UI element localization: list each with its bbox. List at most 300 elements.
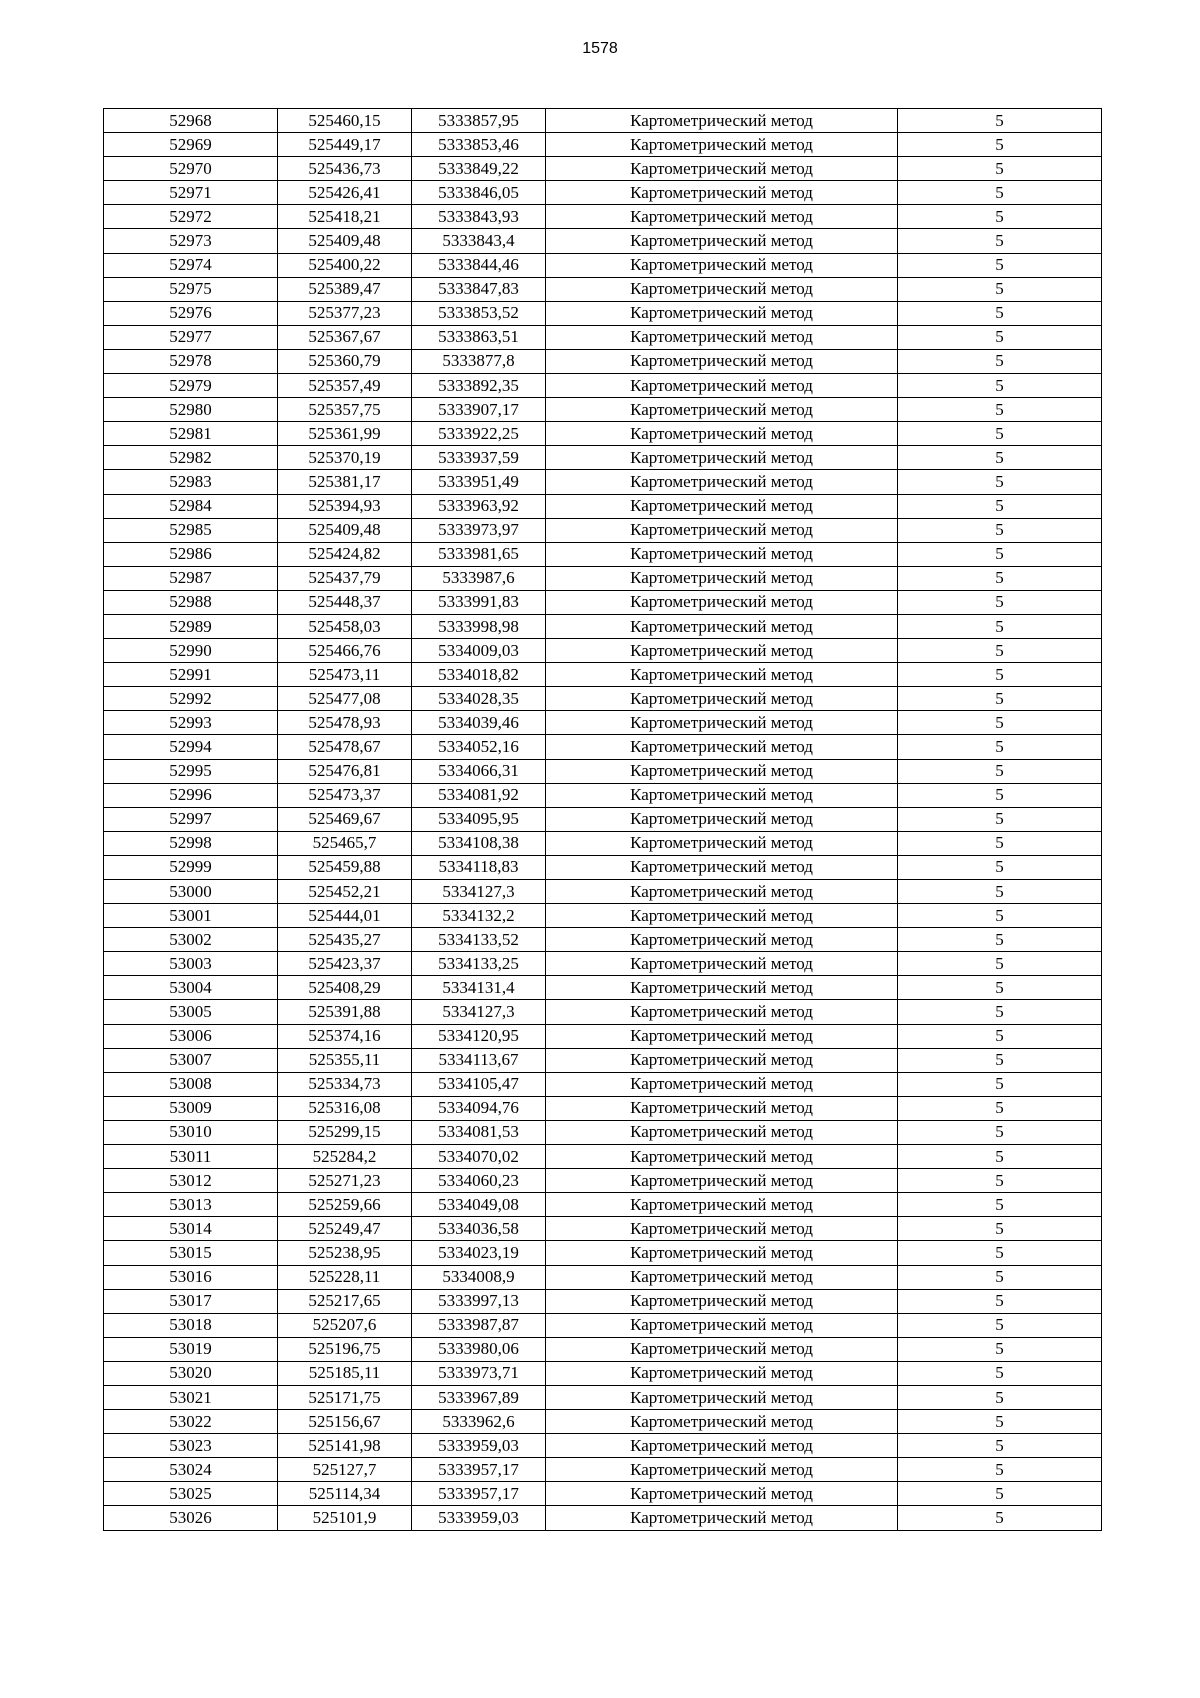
accuracy-cell: 5 [898, 181, 1102, 205]
accuracy-cell: 5 [898, 1096, 1102, 1120]
accuracy-cell: 5 [898, 1193, 1102, 1217]
accuracy-cell: 5 [898, 1361, 1102, 1385]
y-coordinate-cell: 5333957,17 [412, 1458, 546, 1482]
x-coordinate-cell: 525477,08 [278, 687, 412, 711]
accuracy-cell: 5 [898, 566, 1102, 590]
y-coordinate-cell: 5333843,4 [412, 229, 546, 253]
accuracy-cell: 5 [898, 904, 1102, 928]
accuracy-cell: 5 [898, 759, 1102, 783]
table-row [104, 880, 1102, 904]
accuracy-cell: 5 [898, 952, 1102, 976]
point-number-cell: 53019 [104, 1337, 278, 1361]
accuracy-cell: 5 [898, 1024, 1102, 1048]
accuracy-cell: 5 [898, 301, 1102, 325]
point-number-cell: 52974 [104, 253, 278, 277]
x-coordinate-cell: 525409,48 [278, 518, 412, 542]
y-coordinate-cell: 5334036,58 [412, 1217, 546, 1241]
x-coordinate-cell: 525460,15 [278, 109, 412, 133]
method-cell: Картометрический метод [546, 1458, 898, 1482]
point-number-cell: 53002 [104, 928, 278, 952]
method-cell: Картометрический метод [546, 1096, 898, 1120]
point-number-cell: 52990 [104, 639, 278, 663]
point-number-cell: 52972 [104, 205, 278, 229]
point-number-cell: 53016 [104, 1265, 278, 1289]
method-cell: Картометрический метод [546, 157, 898, 181]
table-row [104, 1217, 1102, 1241]
method-cell: Картометрический метод [546, 1169, 898, 1193]
method-cell: Картометрический метод [546, 663, 898, 687]
table-row [104, 301, 1102, 325]
table-row [104, 1096, 1102, 1120]
method-cell: Картометрический метод [546, 205, 898, 229]
y-coordinate-cell: 5333853,52 [412, 301, 546, 325]
x-coordinate-cell: 525171,75 [278, 1385, 412, 1409]
x-coordinate-cell: 525436,73 [278, 157, 412, 181]
x-coordinate-cell: 525444,01 [278, 904, 412, 928]
y-coordinate-cell: 5334131,4 [412, 976, 546, 1000]
table-row [104, 1434, 1102, 1458]
point-number-cell: 52991 [104, 663, 278, 687]
y-coordinate-cell: 5333991,83 [412, 590, 546, 614]
y-coordinate-cell: 5334018,82 [412, 663, 546, 687]
accuracy-cell: 5 [898, 1410, 1102, 1434]
y-coordinate-cell: 5334028,35 [412, 687, 546, 711]
y-coordinate-cell: 5334009,03 [412, 639, 546, 663]
x-coordinate-cell: 525381,17 [278, 470, 412, 494]
y-coordinate-cell: 5333844,46 [412, 253, 546, 277]
y-coordinate-cell: 5333951,49 [412, 470, 546, 494]
x-coordinate-cell: 525418,21 [278, 205, 412, 229]
y-coordinate-cell: 5333849,22 [412, 157, 546, 181]
y-coordinate-cell: 5333997,13 [412, 1289, 546, 1313]
accuracy-cell: 5 [898, 1265, 1102, 1289]
point-number-cell: 53004 [104, 976, 278, 1000]
method-cell: Картометрический метод [546, 952, 898, 976]
y-coordinate-cell: 5333973,71 [412, 1361, 546, 1385]
point-number-cell: 52986 [104, 542, 278, 566]
x-coordinate-cell: 525469,67 [278, 807, 412, 831]
x-coordinate-cell: 525449,17 [278, 133, 412, 157]
y-coordinate-cell: 5334127,3 [412, 880, 546, 904]
point-number-cell: 53010 [104, 1120, 278, 1144]
y-coordinate-cell: 5333973,97 [412, 518, 546, 542]
table-row [104, 904, 1102, 928]
method-cell: Картометрический метод [546, 542, 898, 566]
method-cell: Картометрический метод [546, 566, 898, 590]
table-row [104, 1000, 1102, 1024]
y-coordinate-cell: 5334133,25 [412, 952, 546, 976]
point-number-cell: 52996 [104, 783, 278, 807]
y-coordinate-cell: 5333959,03 [412, 1434, 546, 1458]
accuracy-cell: 5 [898, 1458, 1102, 1482]
y-coordinate-cell: 5334108,38 [412, 831, 546, 855]
table-row [104, 157, 1102, 181]
x-coordinate-cell: 525478,67 [278, 735, 412, 759]
point-number-cell: 52983 [104, 470, 278, 494]
method-cell: Картометрический метод [546, 446, 898, 470]
table-row [104, 614, 1102, 638]
y-coordinate-cell: 5334070,02 [412, 1145, 546, 1169]
x-coordinate-cell: 525185,11 [278, 1361, 412, 1385]
table-row [104, 1506, 1102, 1530]
method-cell: Картометрический метод [546, 277, 898, 301]
x-coordinate-cell: 525284,2 [278, 1145, 412, 1169]
point-number-cell: 52987 [104, 566, 278, 590]
y-coordinate-cell: 5333987,87 [412, 1313, 546, 1337]
x-coordinate-cell: 525394,93 [278, 494, 412, 518]
table-body [104, 109, 1102, 1531]
y-coordinate-cell: 5333877,8 [412, 349, 546, 373]
table-row [104, 1337, 1102, 1361]
method-cell: Картометрический метод [546, 1145, 898, 1169]
accuracy-cell: 5 [898, 1241, 1102, 1265]
y-coordinate-cell: 5334049,08 [412, 1193, 546, 1217]
method-cell: Картометрический метод [546, 1482, 898, 1506]
y-coordinate-cell: 5333981,65 [412, 542, 546, 566]
table-row [104, 711, 1102, 735]
point-number-cell: 53009 [104, 1096, 278, 1120]
x-coordinate-cell: 525389,47 [278, 277, 412, 301]
accuracy-cell: 5 [898, 1000, 1102, 1024]
y-coordinate-cell: 5334081,53 [412, 1120, 546, 1144]
point-number-cell: 52971 [104, 181, 278, 205]
y-coordinate-cell: 5333962,6 [412, 1410, 546, 1434]
y-coordinate-cell: 5334118,83 [412, 855, 546, 879]
table-row [104, 1265, 1102, 1289]
accuracy-cell: 5 [898, 1217, 1102, 1241]
table-row [104, 1072, 1102, 1096]
x-coordinate-cell: 525374,16 [278, 1024, 412, 1048]
point-number-cell: 53022 [104, 1410, 278, 1434]
table-row [104, 735, 1102, 759]
y-coordinate-cell: 5334127,3 [412, 1000, 546, 1024]
table-row [104, 1024, 1102, 1048]
x-coordinate-cell: 525426,41 [278, 181, 412, 205]
y-coordinate-cell: 5334008,9 [412, 1265, 546, 1289]
method-cell: Картометрический метод [546, 133, 898, 157]
x-coordinate-cell: 525156,67 [278, 1410, 412, 1434]
point-number-cell: 52976 [104, 301, 278, 325]
table-row [104, 1120, 1102, 1144]
accuracy-cell: 5 [898, 229, 1102, 253]
method-cell: Картометрический метод [546, 1434, 898, 1458]
method-cell: Картометрический метод [546, 1289, 898, 1313]
x-coordinate-cell: 525437,79 [278, 566, 412, 590]
y-coordinate-cell: 5334081,92 [412, 783, 546, 807]
method-cell: Картометрический метод [546, 229, 898, 253]
table-row [104, 229, 1102, 253]
x-coordinate-cell: 525360,79 [278, 349, 412, 373]
table-row [104, 1410, 1102, 1434]
x-coordinate-cell: 525408,29 [278, 976, 412, 1000]
method-cell: Картометрический метод [546, 928, 898, 952]
x-coordinate-cell: 525334,73 [278, 1072, 412, 1096]
x-coordinate-cell: 525259,66 [278, 1193, 412, 1217]
table-row [104, 205, 1102, 229]
y-coordinate-cell: 5334133,52 [412, 928, 546, 952]
method-cell: Картометрический метод [546, 1337, 898, 1361]
accuracy-cell: 5 [898, 976, 1102, 1000]
method-cell: Картометрический метод [546, 1000, 898, 1024]
accuracy-cell: 5 [898, 711, 1102, 735]
accuracy-cell: 5 [898, 374, 1102, 398]
point-number-cell: 52985 [104, 518, 278, 542]
table-row [104, 1458, 1102, 1482]
x-coordinate-cell: 525228,11 [278, 1265, 412, 1289]
accuracy-cell: 5 [898, 470, 1102, 494]
point-number-cell: 52995 [104, 759, 278, 783]
point-number-cell: 52975 [104, 277, 278, 301]
x-coordinate-cell: 525476,81 [278, 759, 412, 783]
point-number-cell: 52977 [104, 325, 278, 349]
point-number-cell: 53023 [104, 1434, 278, 1458]
y-coordinate-cell: 5333967,89 [412, 1385, 546, 1409]
x-coordinate-cell: 525101,9 [278, 1506, 412, 1530]
x-coordinate-cell: 525448,37 [278, 590, 412, 614]
table-row [104, 349, 1102, 373]
accuracy-cell: 5 [898, 1482, 1102, 1506]
point-number-cell: 53025 [104, 1482, 278, 1506]
method-cell: Картометрический метод [546, 398, 898, 422]
accuracy-cell: 5 [898, 349, 1102, 373]
method-cell: Картометрический метод [546, 109, 898, 133]
point-number-cell: 53012 [104, 1169, 278, 1193]
point-number-cell: 53007 [104, 1048, 278, 1072]
x-coordinate-cell: 525459,88 [278, 855, 412, 879]
table-row [104, 639, 1102, 663]
point-number-cell: 52969 [104, 133, 278, 157]
x-coordinate-cell: 525466,76 [278, 639, 412, 663]
y-coordinate-cell: 5334066,31 [412, 759, 546, 783]
point-number-cell: 53011 [104, 1145, 278, 1169]
table-row [104, 1385, 1102, 1409]
x-coordinate-cell: 525473,37 [278, 783, 412, 807]
y-coordinate-cell: 5333959,03 [412, 1506, 546, 1530]
table-row [104, 1241, 1102, 1265]
y-coordinate-cell: 5333957,17 [412, 1482, 546, 1506]
accuracy-cell: 5 [898, 542, 1102, 566]
method-cell: Картометрический метод [546, 711, 898, 735]
point-number-cell: 53026 [104, 1506, 278, 1530]
point-number-cell: 53015 [104, 1241, 278, 1265]
point-number-cell: 52979 [104, 374, 278, 398]
y-coordinate-cell: 5333863,51 [412, 325, 546, 349]
point-number-cell: 53003 [104, 952, 278, 976]
accuracy-cell: 5 [898, 325, 1102, 349]
method-cell: Картометрический метод [546, 880, 898, 904]
method-cell: Картометрический метод [546, 1120, 898, 1144]
accuracy-cell: 5 [898, 639, 1102, 663]
x-coordinate-cell: 525141,98 [278, 1434, 412, 1458]
method-cell: Картометрический метод [546, 614, 898, 638]
method-cell: Картометрический метод [546, 422, 898, 446]
x-coordinate-cell: 525409,48 [278, 229, 412, 253]
method-cell: Картометрический метод [546, 759, 898, 783]
accuracy-cell: 5 [898, 1434, 1102, 1458]
table-row [104, 687, 1102, 711]
method-cell: Картометрический метод [546, 253, 898, 277]
table-row [104, 759, 1102, 783]
table-row [104, 928, 1102, 952]
table-row [104, 807, 1102, 831]
page-number: 1578 [582, 40, 618, 57]
x-coordinate-cell: 525316,08 [278, 1096, 412, 1120]
accuracy-cell: 5 [898, 687, 1102, 711]
y-coordinate-cell: 5334060,23 [412, 1169, 546, 1193]
x-coordinate-cell: 525357,75 [278, 398, 412, 422]
table-row [104, 1145, 1102, 1169]
y-coordinate-cell: 5334113,67 [412, 1048, 546, 1072]
y-coordinate-cell: 5334052,16 [412, 735, 546, 759]
x-coordinate-cell: 525423,37 [278, 952, 412, 976]
method-cell: Картометрический метод [546, 470, 898, 494]
table-row [104, 1169, 1102, 1193]
accuracy-cell: 5 [898, 277, 1102, 301]
method-cell: Картометрический метод [546, 1385, 898, 1409]
accuracy-cell: 5 [898, 1313, 1102, 1337]
y-coordinate-cell: 5334132,2 [412, 904, 546, 928]
accuracy-cell: 5 [898, 1072, 1102, 1096]
table-row [104, 133, 1102, 157]
table-row [104, 1482, 1102, 1506]
y-coordinate-cell: 5334039,46 [412, 711, 546, 735]
method-cell: Картометрический метод [546, 325, 898, 349]
method-cell: Картометрический метод [546, 301, 898, 325]
point-number-cell: 52973 [104, 229, 278, 253]
accuracy-cell: 5 [898, 446, 1102, 470]
point-number-cell: 52998 [104, 831, 278, 855]
method-cell: Картометрический метод [546, 855, 898, 879]
y-coordinate-cell: 5333998,98 [412, 614, 546, 638]
y-coordinate-cell: 5334105,47 [412, 1072, 546, 1096]
point-number-cell: 53024 [104, 1458, 278, 1482]
y-coordinate-cell: 5333843,93 [412, 205, 546, 229]
x-coordinate-cell: 525238,95 [278, 1241, 412, 1265]
x-coordinate-cell: 525357,49 [278, 374, 412, 398]
method-cell: Картометрический метод [546, 1506, 898, 1530]
accuracy-cell: 5 [898, 831, 1102, 855]
x-coordinate-cell: 525473,11 [278, 663, 412, 687]
accuracy-cell: 5 [898, 133, 1102, 157]
x-coordinate-cell: 525217,65 [278, 1289, 412, 1313]
point-number-cell: 52970 [104, 157, 278, 181]
table-row [104, 422, 1102, 446]
point-number-cell: 53005 [104, 1000, 278, 1024]
x-coordinate-cell: 525367,67 [278, 325, 412, 349]
method-cell: Картометрический метод [546, 831, 898, 855]
accuracy-cell: 5 [898, 1120, 1102, 1144]
accuracy-cell: 5 [898, 1337, 1102, 1361]
x-coordinate-cell: 525355,11 [278, 1048, 412, 1072]
x-coordinate-cell: 525370,19 [278, 446, 412, 470]
method-cell: Картометрический метод [546, 783, 898, 807]
point-number-cell: 52997 [104, 807, 278, 831]
method-cell: Картометрический метод [546, 1410, 898, 1434]
point-number-cell: 52988 [104, 590, 278, 614]
point-number-cell: 52981 [104, 422, 278, 446]
table-row [104, 952, 1102, 976]
accuracy-cell: 5 [898, 109, 1102, 133]
point-number-cell: 52999 [104, 855, 278, 879]
y-coordinate-cell: 5333937,59 [412, 446, 546, 470]
table-row [104, 277, 1102, 301]
point-number-cell: 52994 [104, 735, 278, 759]
y-coordinate-cell: 5334094,76 [412, 1096, 546, 1120]
method-cell: Картометрический метод [546, 1313, 898, 1337]
accuracy-cell: 5 [898, 398, 1102, 422]
point-number-cell: 53021 [104, 1385, 278, 1409]
point-number-cell: 53001 [104, 904, 278, 928]
accuracy-cell: 5 [898, 928, 1102, 952]
coordinates-table [103, 108, 1102, 1531]
method-cell: Картометрический метод [546, 494, 898, 518]
x-coordinate-cell: 525452,21 [278, 880, 412, 904]
y-coordinate-cell: 5334023,19 [412, 1241, 546, 1265]
accuracy-cell: 5 [898, 783, 1102, 807]
x-coordinate-cell: 525196,75 [278, 1337, 412, 1361]
method-cell: Картометрический метод [546, 1193, 898, 1217]
table-row [104, 1313, 1102, 1337]
point-number-cell: 52984 [104, 494, 278, 518]
accuracy-cell: 5 [898, 1145, 1102, 1169]
method-cell: Картометрический метод [546, 1361, 898, 1385]
method-cell: Картометрический метод [546, 904, 898, 928]
accuracy-cell: 5 [898, 422, 1102, 446]
x-coordinate-cell: 525377,23 [278, 301, 412, 325]
table-row [104, 566, 1102, 590]
method-cell: Картометрический метод [546, 807, 898, 831]
accuracy-cell: 5 [898, 1169, 1102, 1193]
table-row [104, 1361, 1102, 1385]
x-coordinate-cell: 525114,34 [278, 1482, 412, 1506]
y-coordinate-cell: 5333857,95 [412, 109, 546, 133]
point-number-cell: 52989 [104, 614, 278, 638]
table-row [104, 590, 1102, 614]
point-number-cell: 52968 [104, 109, 278, 133]
accuracy-cell: 5 [898, 1385, 1102, 1409]
x-coordinate-cell: 525127,7 [278, 1458, 412, 1482]
point-number-cell: 53017 [104, 1289, 278, 1313]
y-coordinate-cell: 5333963,92 [412, 494, 546, 518]
y-coordinate-cell: 5333847,83 [412, 277, 546, 301]
method-cell: Картометрический метод [546, 181, 898, 205]
accuracy-cell: 5 [898, 880, 1102, 904]
method-cell: Картометрический метод [546, 1048, 898, 1072]
table-row [104, 325, 1102, 349]
method-cell: Картометрический метод [546, 349, 898, 373]
x-coordinate-cell: 525299,15 [278, 1120, 412, 1144]
x-coordinate-cell: 525271,23 [278, 1169, 412, 1193]
table-row [104, 783, 1102, 807]
point-number-cell: 53000 [104, 880, 278, 904]
point-number-cell: 53013 [104, 1193, 278, 1217]
point-number-cell: 53018 [104, 1313, 278, 1337]
x-coordinate-cell: 525478,93 [278, 711, 412, 735]
point-number-cell: 53008 [104, 1072, 278, 1096]
table-row [104, 253, 1102, 277]
accuracy-cell: 5 [898, 1289, 1102, 1313]
x-coordinate-cell: 525400,22 [278, 253, 412, 277]
x-coordinate-cell: 525424,82 [278, 542, 412, 566]
accuracy-cell: 5 [898, 590, 1102, 614]
method-cell: Картометрический метод [546, 1024, 898, 1048]
table-row [104, 398, 1102, 422]
point-number-cell: 53014 [104, 1217, 278, 1241]
method-cell: Картометрический метод [546, 590, 898, 614]
point-number-cell: 52992 [104, 687, 278, 711]
y-coordinate-cell: 5333907,17 [412, 398, 546, 422]
table-row [104, 1289, 1102, 1313]
